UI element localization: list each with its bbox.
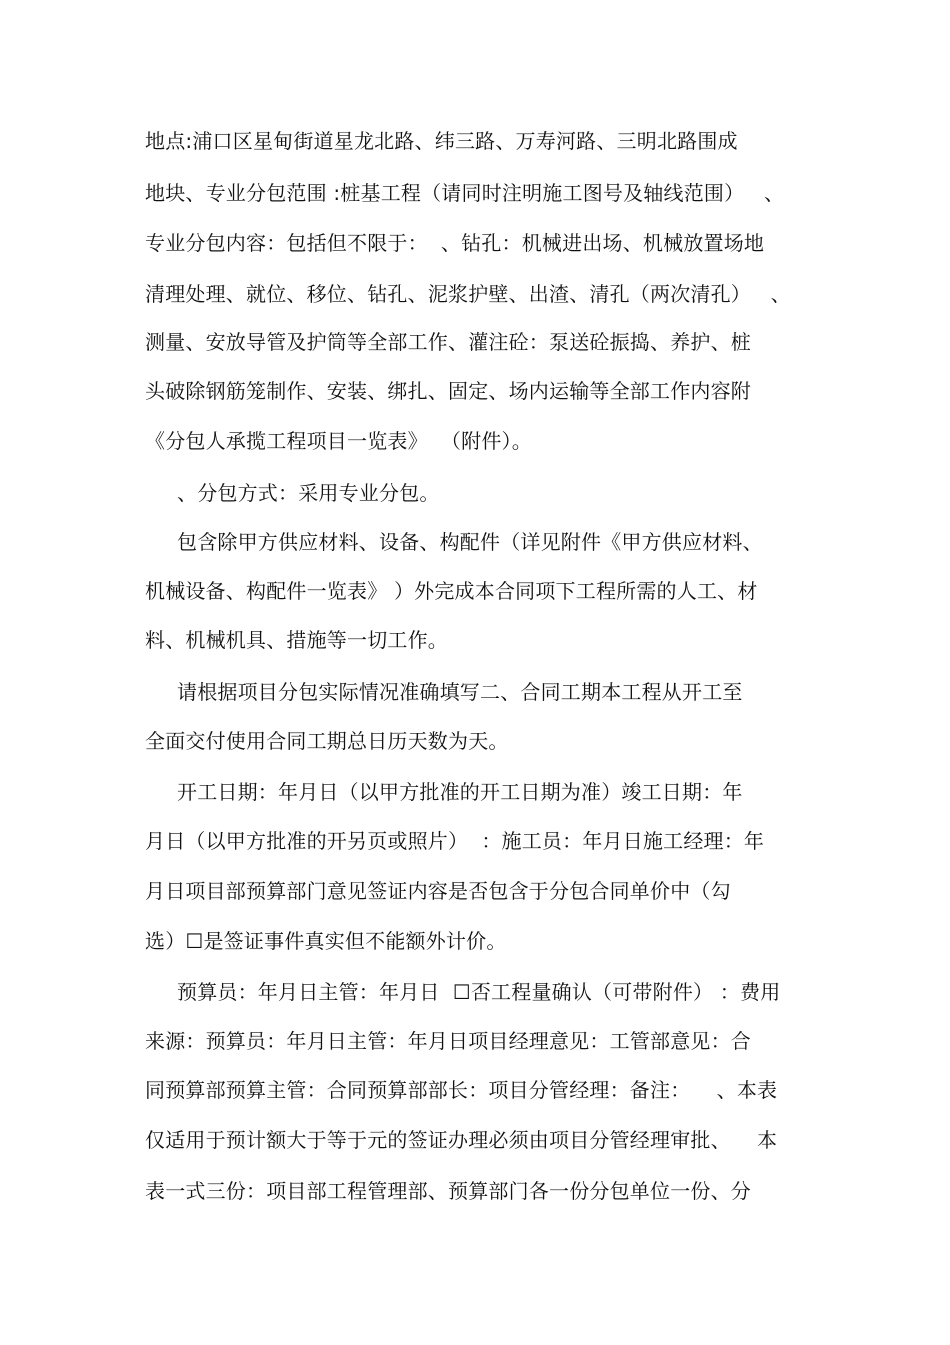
text-line-6: 头破除钢筋笼制作、安装、绑扎、固定、场内运输等全部工作内容附 [145,379,751,403]
text-line-9: 包含除甲方供应材料、设备、构配件（详见附件《甲方供应材料、 [177,530,763,554]
text-line-18: 预算员：年月日主管：年月日 ☐否工程量确认（可带附件） ：费用 [177,980,781,1004]
text-line-2: 地块、专业分包范围 :桩基工程（请同时注明施工图号及轴线范围） 、 [145,181,785,205]
text-line-8: 、分包方式：采用专业分包。 [177,481,440,505]
text-line-13: 全面交付使用合同工期总日历天数为天。 [145,729,509,753]
text-line-1: 地点:浦口区星甸街道星龙北路、纬三路、万寿河路、三明北路围成 [145,129,738,153]
text-line-20: 同预算部预算主管：合同预算部部长：项目分管经理：备注： 、本表 [145,1078,778,1102]
text-line-16: 月日项目部预算部门意见签证内容是否包含于分包合同单价中（勾 [145,879,731,903]
text-line-17: 选）☐是签证事件真实但不能额外计价。 [145,929,507,953]
text-line-4: 清理处理、就位、移位、钻孔、泥浆护壁、出渣、清孔（两次清孔） 、 [145,282,791,306]
text-line-21: 仅适用于预计额大于等于元的签证办理必须由项目分管经理审批、 本 [145,1128,778,1152]
text-line-7: 《分包人承揽工程项目一览表》 （附件）。 [145,429,532,453]
text-line-19: 来源：预算员：年月日主管：年月日项目经理意见：工管部意见：合 [145,1029,751,1053]
text-line-22: 表一式三份：项目部工程管理部、预算部门各一份分包单位一份、分 [145,1179,751,1203]
text-line-12: 请根据项目分包实际情况准确填写二、合同工期本工程从开工至 [177,680,743,704]
text-line-11: 料、机械机具、措施等一切工作。 [145,628,448,652]
text-line-14: 开工日期：年月日（以甲方批准的开工日期为准）竣工日期：年 [177,780,743,804]
text-line-15: 月日（以甲方批准的开另页或照片） ：施工员：年月日施工经理：年 [145,829,765,853]
text-line-10: 机械设备、构配件一览表》 ）外完成本合同项下工程所需的人工、材 [145,579,758,603]
text-line-5: 测量、安放导管及护筒等全部工作、灌注砼：泵送砼振捣、养护、桩 [145,330,751,354]
text-line-3: 专业分包内容：包括但不限于： 、钻孔：机械进出场、机械放置场地 [145,231,765,255]
